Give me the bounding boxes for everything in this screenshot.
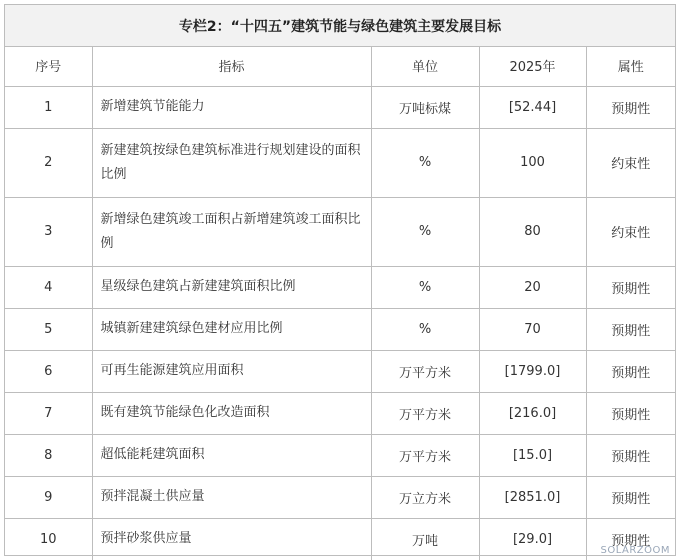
cell-attribute: 预期性 — [586, 434, 675, 476]
table-row — [5, 197, 675, 266]
cell-attribute: 预期性 — [586, 350, 675, 392]
cell-unit: 万平方米 — [371, 350, 479, 392]
cell-no: 9 — [5, 476, 92, 518]
cell-attribute: 预期性 — [586, 308, 675, 350]
table-row — [5, 308, 675, 350]
table-row — [5, 518, 675, 560]
cell-value: [15.0] — [479, 434, 586, 476]
table-title: 专栏2：“十四五”建筑节能与绿色建筑主要发展目标 — [5, 5, 675, 47]
cell-attribute: 约束性 — [586, 128, 675, 197]
cell-value: 100 — [479, 128, 586, 197]
cell-indicator: 既有建筑节能绿色化改造面积 — [92, 392, 371, 434]
cell-unit: % — [371, 128, 479, 197]
cell-attribute: 预期性 — [586, 392, 675, 434]
header-no: 序号 — [5, 46, 92, 86]
cell-value: [216.0] — [479, 392, 586, 434]
cell-value: [29.0] — [479, 518, 586, 560]
header-attribute: 属性 — [586, 46, 675, 86]
cell-unit: 万平方米 — [371, 434, 479, 476]
cell-unit: 万吨 — [371, 518, 479, 560]
cell-indicator: 预拌混凝土供应量 — [92, 476, 371, 518]
cell-attribute: 预期性 — [586, 518, 675, 560]
cell-no: 8 — [5, 434, 92, 476]
table-row — [5, 128, 675, 197]
cell-no: 10 — [5, 518, 92, 560]
cell-no: 7 — [5, 392, 92, 434]
cell-attribute: 预期性 — [586, 476, 675, 518]
header-indicator: 指标 — [92, 46, 371, 86]
table-header-row — [5, 46, 675, 86]
table-row — [5, 350, 675, 392]
cell-unit: 万吨标煤 — [371, 86, 479, 128]
cell-indicator: 城镇新建建筑绿色建材应用比例 — [92, 308, 371, 350]
cell-no: 6 — [5, 350, 92, 392]
cell-no: 4 — [5, 266, 92, 308]
cell-no: 3 — [5, 197, 92, 266]
cell-attribute: 预期性 — [586, 86, 675, 128]
cell-value: [1799.0] — [479, 350, 586, 392]
cell-unit: 万立方米 — [371, 476, 479, 518]
cell-attribute: 预期性 — [586, 266, 675, 308]
table-row — [5, 86, 675, 128]
targets-table — [5, 46, 675, 560]
cell-unit: % — [371, 308, 479, 350]
table-frame — [4, 4, 676, 556]
header-2025: 2025年 — [479, 46, 586, 86]
header-unit: 单位 — [371, 46, 479, 86]
cell-no: 1 — [5, 86, 92, 128]
table-row — [5, 266, 675, 308]
cell-unit: % — [371, 266, 479, 308]
watermark: SOLARZOOM — [600, 545, 670, 556]
cell-value: 20 — [479, 266, 586, 308]
cell-indicator: 新增绿色建筑竣工面积占新增建筑竣工面积比例 — [92, 197, 371, 266]
cell-indicator: 预拌砂浆供应量 — [92, 518, 371, 560]
cell-value: 70 — [479, 308, 586, 350]
table-row — [5, 476, 675, 518]
cell-no: 5 — [5, 308, 92, 350]
table-row — [5, 392, 675, 434]
cell-indicator: 新增建筑节能能力 — [92, 86, 371, 128]
cell-value: [52.44] — [479, 86, 586, 128]
cell-value: 80 — [479, 197, 586, 266]
cell-indicator: 可再生能源建筑应用面积 — [92, 350, 371, 392]
cell-unit: % — [371, 197, 479, 266]
cell-indicator: 新建建筑按绿色建筑标准进行规划建设的面积比例 — [92, 128, 371, 197]
cell-no: 2 — [5, 128, 92, 197]
cell-indicator: 星级绿色建筑占新建建筑面积比例 — [92, 266, 371, 308]
table-row — [5, 434, 675, 476]
cell-attribute: 约束性 — [586, 197, 675, 266]
cell-value: [2851.0] — [479, 476, 586, 518]
cell-unit: 万平方米 — [371, 392, 479, 434]
cell-indicator: 超低能耗建筑面积 — [92, 434, 371, 476]
